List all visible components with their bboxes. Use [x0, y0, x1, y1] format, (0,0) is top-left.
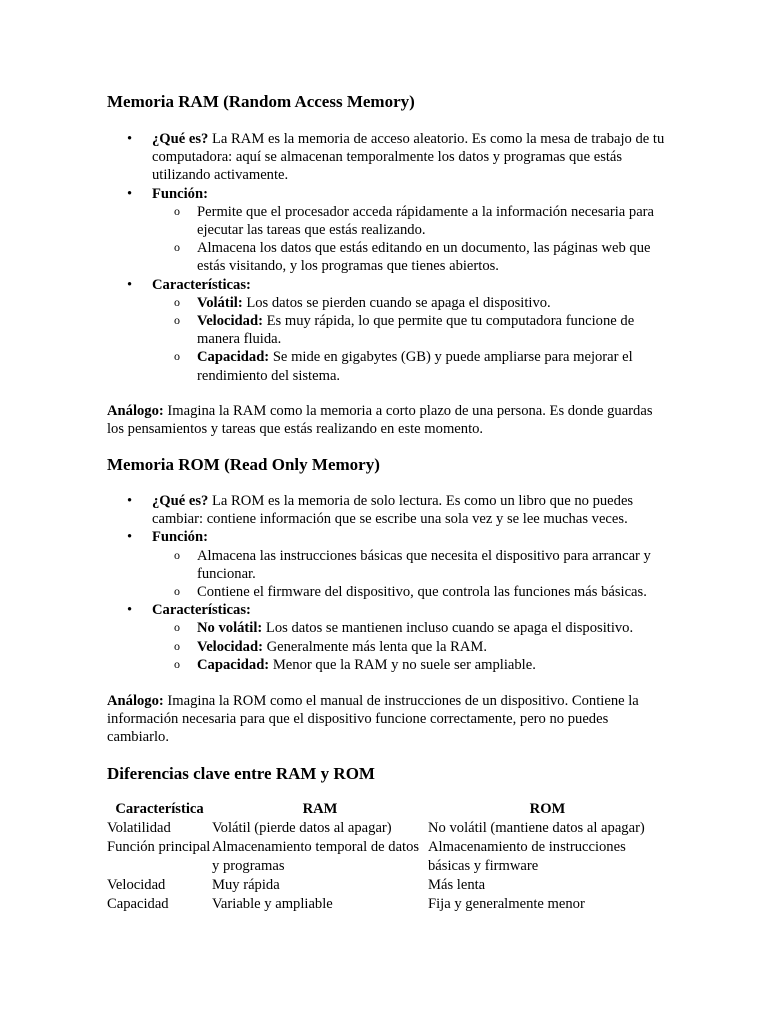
table-header-row [107, 800, 667, 819]
ram-analogo-text: Imagina la RAM como la memoria a corto plazo de una persona. Es donde guardas los pensamientos y tareas que estás realizando en este momento. [107, 403, 653, 438]
ram-que-label: ¿Qué es? [152, 131, 209, 147]
rom-funcion-sublist [152, 547, 667, 602]
list-item [152, 638, 667, 656]
list-item [152, 348, 667, 384]
rom-que-text: La ROM es la memoria de solo lectura. Es como un libro que no puedes cambiar: contiene información que se escribe una sola vez y se lee muchas veces. [152, 493, 634, 528]
table-cell: Fija y generalmente menor [428, 896, 585, 912]
col-header-rom: ROM [529, 801, 566, 817]
list-item: o Permite que el procesador acceda rápidamente a la información necesaria para ejecutar las tareas que estás realizando. [152, 203, 667, 239]
rom-analogo [107, 692, 667, 747]
item-text: Los datos se pierden cuando se apaga el dispositivo. [242, 294, 551, 311]
table-row [107, 819, 667, 838]
table-cell: Almacenamiento de instrucciones básicas y firmware [428, 839, 626, 874]
table-cell: No volátil (mantiene datos al apagar) [428, 820, 645, 836]
ram-analogo [107, 402, 667, 438]
table-cell: Volátil (pierde datos al apagar) [212, 820, 392, 836]
list-item [107, 185, 667, 276]
diff-heading: Diferencias clave entre RAM y ROM [107, 764, 375, 783]
table-cell: Volatilidad [107, 820, 171, 836]
comparison-table [107, 800, 667, 914]
table-cell: Capacidad [107, 896, 169, 912]
item-text: Es muy rápida, lo que permite que tu computadora funcione de manera fluida. [197, 313, 635, 348]
list-item [152, 312, 667, 348]
list-item [107, 528, 667, 601]
ram-caract-label: Características: [152, 276, 251, 293]
table-cell: Variable y ampliable [212, 896, 333, 912]
col-header-ram: RAM [302, 801, 338, 817]
rom-heading: Memoria ROM (Read Only Memory) [107, 455, 380, 474]
item-label: Velocidad: [197, 313, 263, 330]
list-item: o Contiene el firmware del dispositivo, que controla las funciones más básicas. [152, 583, 667, 601]
item-label: Capacidad: [197, 656, 270, 673]
rom-analogo-label: Análogo: [107, 693, 164, 709]
table-cell: Almacenamiento temporal de datos y programas [212, 839, 420, 874]
col-header-caracteristica: Característica [115, 801, 204, 817]
item-text: Se mide en gigabytes (GB) y puede ampliarse para mejorar el rendimiento del sistema. [197, 349, 633, 384]
ram-heading: Memoria RAM (Random Access Memory) [107, 92, 415, 111]
table-row [107, 876, 667, 895]
rom-caract-label: Características: [152, 602, 251, 619]
table-cell: Más lenta [428, 877, 486, 893]
table-row [107, 895, 667, 914]
ram-que-text: La RAM es la memoria de acceso aleatorio. Es como la mesa de trabajo de tu computadora: aquí se almacenan temporalmente los datos y programas que estás utilizando activamente. [152, 131, 665, 184]
rom-caract-sublist [152, 619, 667, 674]
ram-funcion-sublist [152, 203, 667, 276]
table-cell: Muy rápida [212, 877, 280, 893]
item-label: Velocidad: [197, 638, 263, 655]
list-item [107, 130, 667, 185]
table-row [107, 838, 667, 876]
list-item [152, 656, 667, 674]
rom-analogo-text: Imagina la ROM como el manual de instrucciones de un dispositivo. Contiene la información necesaria para que el dispositivo funcione correctamente, pero no puedes cambiarlo. [107, 693, 639, 746]
list-item: o Almacena los datos que estás editando en un documento, las páginas web que estás visitando, y los programas que tienes abiertos. [152, 239, 667, 275]
item-text: Menor que la RAM y no suele ser ampliable. [269, 656, 536, 673]
list-item: o Almacena las instrucciones básicas que necesita el dispositivo para arrancar y funcionar. [152, 547, 667, 583]
table-cell: Función principal [107, 839, 211, 855]
rom-que-label: ¿Qué es? [152, 493, 209, 509]
ram-analogo-label: Análogo: [107, 403, 164, 419]
table-cell: Velocidad [107, 877, 166, 893]
rom-list [107, 492, 667, 674]
list-item [107, 601, 667, 674]
item-label: Volátil: [197, 294, 243, 311]
rom-funcion-label: Función: [152, 529, 208, 546]
item-label: Capacidad: [197, 349, 270, 366]
item-label: No volátil: [197, 620, 263, 637]
ram-funcion-label: Función: [152, 185, 208, 202]
item-text: Generalmente más lenta que la RAM. [262, 638, 488, 655]
ram-list [107, 130, 667, 385]
list-item [152, 619, 667, 637]
list-item [107, 492, 667, 528]
list-item [152, 294, 667, 312]
list-item [107, 276, 667, 385]
ram-caract-sublist [152, 294, 667, 385]
item-text: Los datos se mantienen incluso cuando se apaga el dispositivo. [262, 620, 634, 637]
